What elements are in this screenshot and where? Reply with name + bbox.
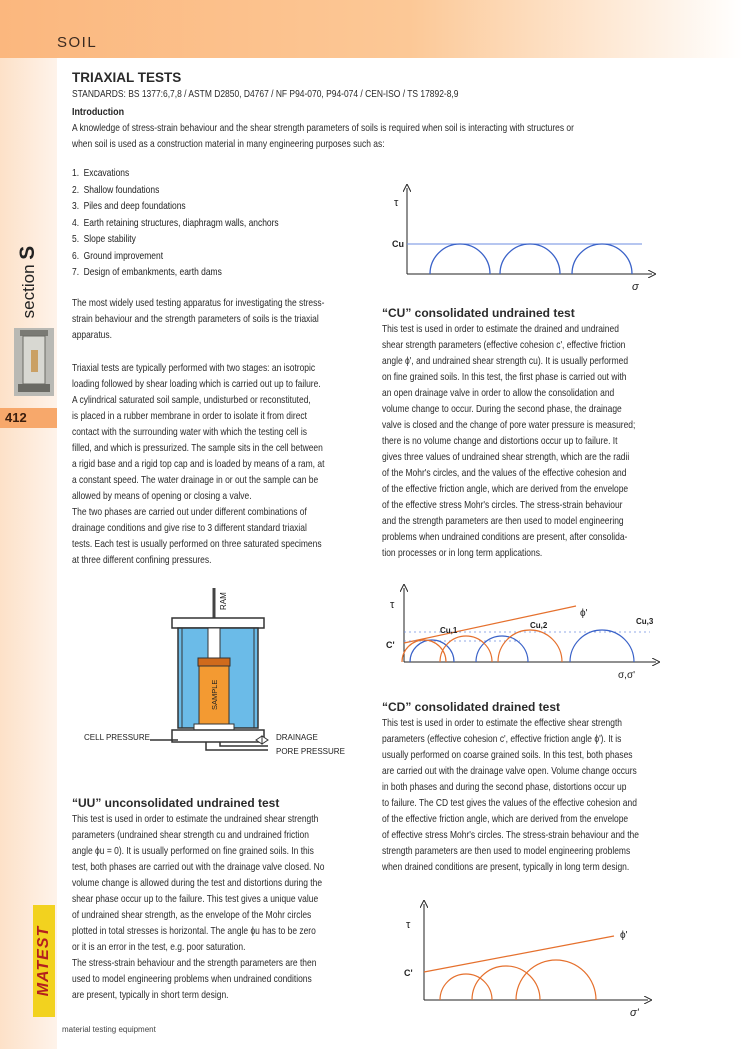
apparatus-thumbnail: [14, 328, 54, 396]
cu-line: tion processes or in long term applications.: [382, 548, 543, 559]
section-word: section: [19, 264, 38, 319]
standards-line: STANDARDS: BS 1377:6,7,8 / ASTM D2850, D4767 / NF P94-070, P94-074 / CEN-ISO / TS 17892-8,9: [72, 89, 459, 100]
para-2-line: Triaxial tests are typically performed with two stages: an isotropic: [72, 363, 316, 374]
effective-envelope: [424, 936, 614, 972]
intro-line-2: when soil is used as a construction material in many engineering purposes such as:: [72, 139, 385, 150]
uu-line: volume change is allowed during the test and distortions during the: [72, 878, 323, 889]
para-2-line: drainage conditions and give rise to 3 different standard triaxial: [72, 523, 307, 534]
phi-label: ϕ': [620, 930, 628, 941]
matest-logo: MATEST: [35, 925, 52, 997]
uu-line: The stress-strain behaviour and the strength parameters are then: [72, 958, 317, 969]
para-1-line: apparatus.: [72, 330, 112, 341]
para-1-line: The most widely used testing apparatus for investigating the stress-: [72, 298, 325, 309]
tau-label: τ: [390, 599, 395, 611]
cd-line: to failure. The CD test gives the values of the effective cohesion and: [382, 798, 637, 809]
para-2-line: contact with the surrounding water with which the testing cell is: [72, 427, 308, 438]
cd-line: This test is used in order to estimate the effective shear strength: [382, 718, 623, 729]
cd-line: when drained conditions are present, typically in long term design.: [382, 862, 630, 873]
cu-line: angle ϕ', and undrained shear strength cu). It is usually performed: [382, 356, 629, 367]
cu-line: of the effective friction angle, which are derived from the envelope: [382, 484, 629, 495]
list-item: 1. Excavations: [72, 168, 130, 179]
uu-line: are present, typically in short term design.: [72, 990, 229, 1001]
mohr-circle: [572, 244, 632, 274]
sigma-label: σ': [630, 1007, 639, 1019]
cu-line: and the strength parameters are then used to model engineering: [382, 516, 624, 527]
para-2-line: a constant speed. The water drainage in or out the sample can be: [72, 475, 319, 486]
cu-label: Cu: [392, 239, 404, 249]
cu-mohr-diagram: [380, 582, 665, 682]
sidebar: [0, 58, 57, 1049]
sigma-label: σ,σ': [618, 670, 636, 681]
pore-pressure-label: PORE PRESSURE: [276, 747, 345, 756]
mohr-circle-total: [476, 636, 528, 662]
cu-line: shear strength parameters (effective cohesion c', effective friction: [382, 340, 626, 351]
cu-line: an open drainage valve in order to allow the consolidation and: [382, 388, 615, 399]
cu-line: there is no volume change and distortions occur up to failure. It: [382, 436, 618, 447]
list-item: 4. Earth retaining structures, diaphragm walls, anchors: [72, 217, 279, 229]
section-title: SOIL: [57, 34, 98, 51]
cd-line: strength parameters are then used to model engineering problems: [382, 846, 631, 857]
cd-mohr-diagram: [380, 896, 665, 1021]
cd-line: of effective stress Mohr's circles. The stress-strain behaviour and the: [382, 830, 639, 841]
cd-line: usually performed on coarse grained soils. In this test, both phases: [382, 750, 633, 761]
header-banner: [0, 0, 743, 58]
para-2-line: filled, and which is pressurized. The sample sits in the cell between: [72, 443, 323, 454]
cu-heading: “CU” consolidated undrained test: [382, 306, 575, 320]
mohr-circle-effective: [440, 636, 492, 662]
cu-line: of the Mohr's circles, and the values of the effective cohesion and: [382, 468, 627, 479]
cd-heading: “CD” consolidated drained test: [382, 700, 561, 714]
section-letter: S: [16, 245, 39, 260]
intro-heading: Introduction: [72, 106, 125, 118]
cu3-label: Cu,3: [636, 617, 654, 626]
ram-piston: [208, 628, 220, 658]
cu1-label: Cu,1: [440, 626, 458, 635]
cu-line: valve is closed and the change of pore water pressure is measured;: [382, 420, 636, 431]
list-item: 2. Shallow foundations: [72, 184, 160, 196]
mohr-circle-effective: [440, 974, 492, 1000]
triaxial-apparatus-diagram: [80, 582, 355, 762]
cd-line: are carried out with the drainage valve open. Volume change occurs: [382, 766, 637, 777]
top-plate: [172, 618, 264, 628]
c-label: C': [404, 968, 413, 978]
base-pedestal: [194, 724, 234, 730]
cell-pressure-label: CELL PRESSURE: [84, 733, 150, 742]
para-2-line: The two phases are carried out under different combinations of: [72, 507, 307, 518]
para-2-line: a rigid base and a rigid top cap and is loaded by means of a ram, at: [72, 459, 325, 470]
list-item: 3. Piles and deep foundations: [72, 201, 186, 212]
para-1-line: strain behaviour and the strength parameters of soils is the triaxial: [72, 314, 319, 325]
uu-line: parameters (undrained shear strength cu and undrained friction: [72, 830, 309, 841]
mohr-circle-total: [570, 630, 634, 662]
uu-line: plotted in total stresses is horizontal. The angle ϕu has to be zero: [72, 926, 316, 937]
para-2-line: at three different confining pressures.: [72, 555, 212, 566]
mohr-circle-effective: [516, 960, 596, 1000]
list-item: 7. Design of embankments, earth dams: [72, 267, 222, 278]
para-2-line: is placed in a rubber membrane in order to isolate it from direct: [72, 411, 307, 422]
tau-label: τ: [406, 919, 411, 931]
ram-label: RAM: [219, 592, 228, 610]
cu-line: problems when undrained conditions are present, after consolida-: [382, 532, 628, 543]
uu-line: used to model engineering problems when undrained conditions: [72, 974, 312, 985]
mohr-circle: [500, 244, 560, 274]
mohr-circle: [430, 244, 490, 274]
cu-line: on fine grained soils. In this test, the first phase is carried out with: [382, 372, 627, 383]
intro-line-1: A knowledge of stress-strain behaviour and the shear strength parameters of soils is required when soil is interacting with structures or: [72, 123, 574, 134]
uu-line: shear phase occur up to the failure. This test gives a unique value: [72, 894, 319, 905]
cu-line: of the effective stress Mohr's circles. The stress-strain behaviour: [382, 500, 623, 511]
list-item: 5. Slope stability: [72, 234, 136, 245]
top-cap: [198, 658, 230, 666]
phi-label: ϕ': [580, 608, 588, 619]
tau-label: τ: [394, 197, 399, 209]
cd-line: in both phases and during the second phase, distortions occur up: [382, 782, 627, 793]
uu-line: or it is an error in the test, e.g. poor saturation.: [72, 942, 246, 953]
base-plate: [172, 730, 264, 742]
uu-line: of undrained shear strength, as the envelope of the Mohr circles: [72, 910, 312, 921]
para-2-line: loading followed by shear loading which is carried out up to failure.: [72, 379, 321, 390]
para-2-line: A cylindrical saturated soil sample, undisturbed or reconstituted,: [72, 395, 311, 406]
cu-line: gives three values of undrained shear strength, which are the radii: [382, 452, 630, 463]
cu2-label: Cu,2: [530, 621, 548, 630]
cu-line: This test is used in order to estimate the drained and undrained: [382, 324, 619, 335]
sigma-label: σ: [632, 281, 639, 293]
para-2-line: tests. Each test is usually performed on three saturated specimens: [72, 539, 322, 550]
section-label: [16, 246, 40, 319]
cd-line: of the effective friction angle, which are derived from the envelope: [382, 814, 629, 825]
uu-heading: “UU” unconsolidated undrained test: [72, 796, 280, 810]
drainage-label: DRAINAGE: [276, 733, 318, 742]
uu-mohr-diagram: [380, 182, 665, 294]
uu-line: test, both phases are carried out with the drainage valve closed. No: [72, 862, 325, 873]
cd-line: parameters (effective cohesion c', effective friction angle ϕ'). It is: [382, 734, 622, 745]
sample-label: SAMPLE: [210, 679, 219, 710]
c-label: C': [386, 640, 395, 650]
page-number: 412: [5, 410, 27, 425]
mohr-circle-effective: [472, 966, 540, 1000]
uu-line: This test is used in order to estimate the undrained shear strength: [72, 814, 319, 825]
uu-line: angle ϕu = 0). It is usually performed on fine grained soils. In this: [72, 846, 314, 857]
mohr-circle-effective: [498, 630, 562, 662]
para-2-line: allowed by means of opening or closing a valve.: [72, 491, 252, 502]
mohr-circle-effective: [402, 640, 446, 662]
footer-tagline: material testing equipment: [62, 1025, 156, 1034]
cu-line: volume change to occur. During the second phase, the drainage: [382, 404, 622, 415]
uses-list: [72, 166, 279, 282]
list-item: 6. Ground improvement: [72, 250, 164, 262]
page-title: TRIAXIAL TESTS: [72, 70, 182, 85]
